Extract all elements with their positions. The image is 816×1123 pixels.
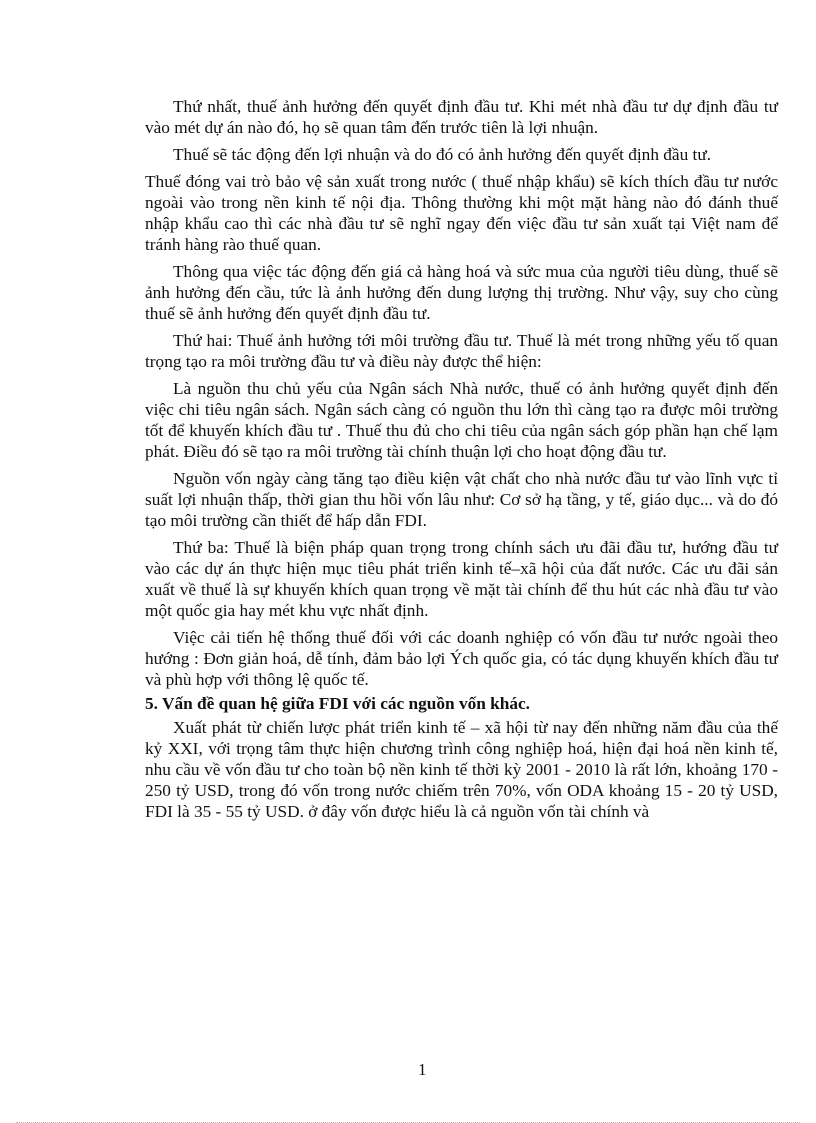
paragraph-tax-reform: Việc cải tiến hệ thống thuế đối với các doanh nghiệp có vốn đầu tư nước ngoài theo hướng : Đơn giản hoá, dễ tính, đảm bảo lợi Ých quốc gia, có tác dụng khuyến khích đầu tư và phù hợp với thông lệ quốc tế. bbox=[145, 628, 778, 689]
paragraph-second-point: Thứ hai: Thuế ảnh hưởng tới môi trường đầu tư. Thuế là mét trong những yếu tố quan trọng tạo ra môi trường đầu tư và điều này được thể hiện: bbox=[145, 331, 778, 371]
paragraph-capital-needs: Xuất phát từ chiến lược phát triển kinh tế – xã hội từ nay đến những năm đầu của thế kỷ XXI, với trọng tâm thực hiện chương trình công nghiệp hoá, hiện đại hoá nền kinh tế, nhu cầu về vốn đầu tư cho toàn bộ nền kinh tế thời kỳ 2001 - 2010 là rất lớn, khoảng 170 - 250 tỷ USD, trong đó vốn trong nước chiếm trên 70%, vốn ODA khoảng 15 - 20 tỷ USD, FDI là 35 - 55 tỷ USD. ở đây vốn được hiểu là cả nguồn vốn tài chính và bbox=[145, 718, 778, 821]
page-body bbox=[145, 96, 778, 822]
paragraph-market-capacity: Thông qua việc tác động đến giá cả hàng hoá và sức mua của người tiêu dùng, thuế sẽ ảnh hưởng đến cầu, tức là ảnh hưởng đến dung lượng thị trường. Như vậy, suy cho cùng thuế sẽ ảnh hưởng đến quyết định đầu tư. bbox=[145, 262, 778, 323]
paragraph-state-budget: Là nguồn thu chủ yếu của Ngân sách Nhà nước, thuế có ảnh hưởng quyết định đến việc chi tiêu ngân sách. Ngân sách càng có nguồn thu lớn thì càng tạo ra được môi trường tốt để khuyến khích đầu tư . Thuế thu đủ cho chi tiêu của ngân sách góp phần hạn chế lạm phát. Điều đó sẽ tạo ra môi trường tài chính thuận lợi cho hoạt động đầu tư. bbox=[145, 379, 778, 461]
paragraph-profit-effect: Thuế sẽ tác động đến lợi nhuận và do đó có ảnh hưởng đến quyết định đầu tư. bbox=[173, 145, 712, 164]
paragraph-third-point: Thứ ba: Thuế là biện pháp quan trọng trong chính sách ưu đãi đầu tư, hướng đầu tư vào các dự án thực hiện mục tiêu phát triển kinh tế–xã hội của đất nước. Các ưu đãi sản xuất về thuế là sự khuyến khích quan trọng về mặt tài chính để thu hút các nhà đầu tư vào một quốc gia hay mét khu vực nhất định. bbox=[145, 538, 778, 620]
paragraph-import-tax: Thuế đóng vai trò bảo vệ sản xuất trong nước ( thuế nhập khẩu) sẽ kích thích đầu tư nước ngoài vào trong nền kinh tế nội địa. Thông thường khi một mặt hàng nào đó đánh thuế nhập khẩu cao thì các nhà đầu tư sẽ nghĩ ngay đến việc đầu tư sản xuất tại Việt nam để tránh hàng rào thuế quan. bbox=[145, 172, 778, 254]
paragraph-capital-growth: Nguồn vốn ngày càng tăng tạo điều kiện vật chất cho nhà nước đầu tư vào lĩnh vực tỉ suất lợi nhuận thấp, thời gian thu hồi vốn lâu như: Cơ sở hạ tầng, y tế, giáo dục... và do đó tạo môi trường cần thiết để hấp dẫn FDI. bbox=[145, 469, 778, 530]
section-heading: 5. Vấn đề quan hệ giữa FDI với các nguồn vốn khác. bbox=[145, 694, 531, 713]
page-number: 1 bbox=[418, 1060, 427, 1079]
paragraph-first-point: Thứ nhất, thuế ảnh hưởng đến quyết định đầu tư. Khi mét nhà đầu tư dự định đầu tư vào mét dự án nào đó, họ sẽ quan tâm đến trước tiên là lợi nhuận. bbox=[145, 97, 778, 137]
